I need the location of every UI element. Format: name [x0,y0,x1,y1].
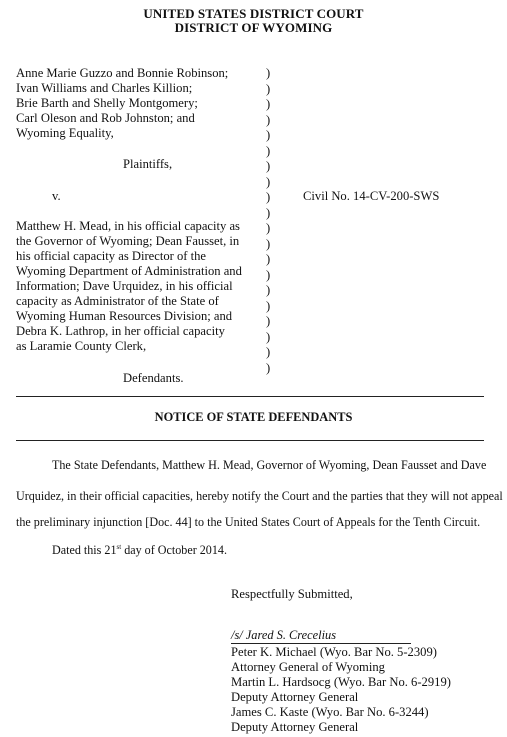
plaintiffs-label: Plaintiffs, [123,157,173,171]
plaintiff-line: Anne Marie Guzzo and Bonnie Robinson; [16,66,229,80]
defendant-line: the Governor of Wyoming; Dean Fausset, in [16,234,240,248]
plaintiff-line: Brie Barth and Shelly Montgomery; [16,96,198,110]
signature-line: /s/ Jared S. Crecelius [231,628,411,644]
defendant-line: Information; Dave Urquidez, in his official [16,279,233,293]
signatory-line: Deputy Attorney General [231,690,359,704]
body-line: The State Defendants, Matthew H. Mead, Governor of Wyoming, Dean Fausset and Dave [52,458,487,472]
divider-top [16,396,484,397]
divider-bottom [16,440,484,441]
signatory-line: Deputy Attorney General [231,720,359,734]
signatory-line: James C. Kaste (Wyo. Bar No. 6-3244) [231,705,429,719]
signatory-line: Martin L. Hardsocg (Wyo. Bar No. 6-2919) [231,675,451,689]
body-line: the preliminary injunction [Doc. 44] to the United States Court of Appeals for the Tenth Circuit. [16,515,481,529]
defendant-line: his official capacity as Director of the [16,249,206,263]
signatory-line: Peter K. Michael (Wyo. Bar No. 5-2309) [231,645,437,659]
court-district: DISTRICT OF WYOMING [174,20,333,35]
plaintiff-line: Wyoming Equality, [16,126,114,140]
versus-label: v. [52,189,61,203]
caption-paren-column: ) ) ) ) ) ) ) ) ) ) ) ) ) ) ) ) ) ) ) ) [266,66,271,375]
defendants-label: Defendants. [123,371,184,385]
defendant-line: Wyoming Department of Administration and [16,264,242,278]
court-name: UNITED STATES DISTRICT COURT [143,6,364,21]
case-number: Civil No. 14-CV-200-SWS [303,189,440,203]
defendant-line: Wyoming Human Resources Division; and [16,309,233,323]
defendant-line: as Laramie County Clerk, [16,339,147,353]
closing-text: Respectfully Submitted, [231,587,353,601]
body-line: Urquidez, in their official capacities, hereby notify the Court and the parties that they will not appeal [16,489,503,503]
notice-title: NOTICE OF STATE DEFENDANTS [154,410,353,424]
dated-line: Dated this 21st day of October 2014. [52,543,227,557]
plaintiff-line: Ivan Williams and Charles Killion; [16,81,193,95]
defendant-line: capacity as Administrator of the State of [16,294,219,308]
defendant-line: Matthew H. Mead, in his official capacity as [16,219,240,233]
plaintiff-line: Carl Oleson and Rob Johnston; and [16,111,195,125]
defendant-line: Debra K. Lathrop, in her official capacity [16,324,225,338]
signatory-line: Attorney General of Wyoming [231,660,385,674]
